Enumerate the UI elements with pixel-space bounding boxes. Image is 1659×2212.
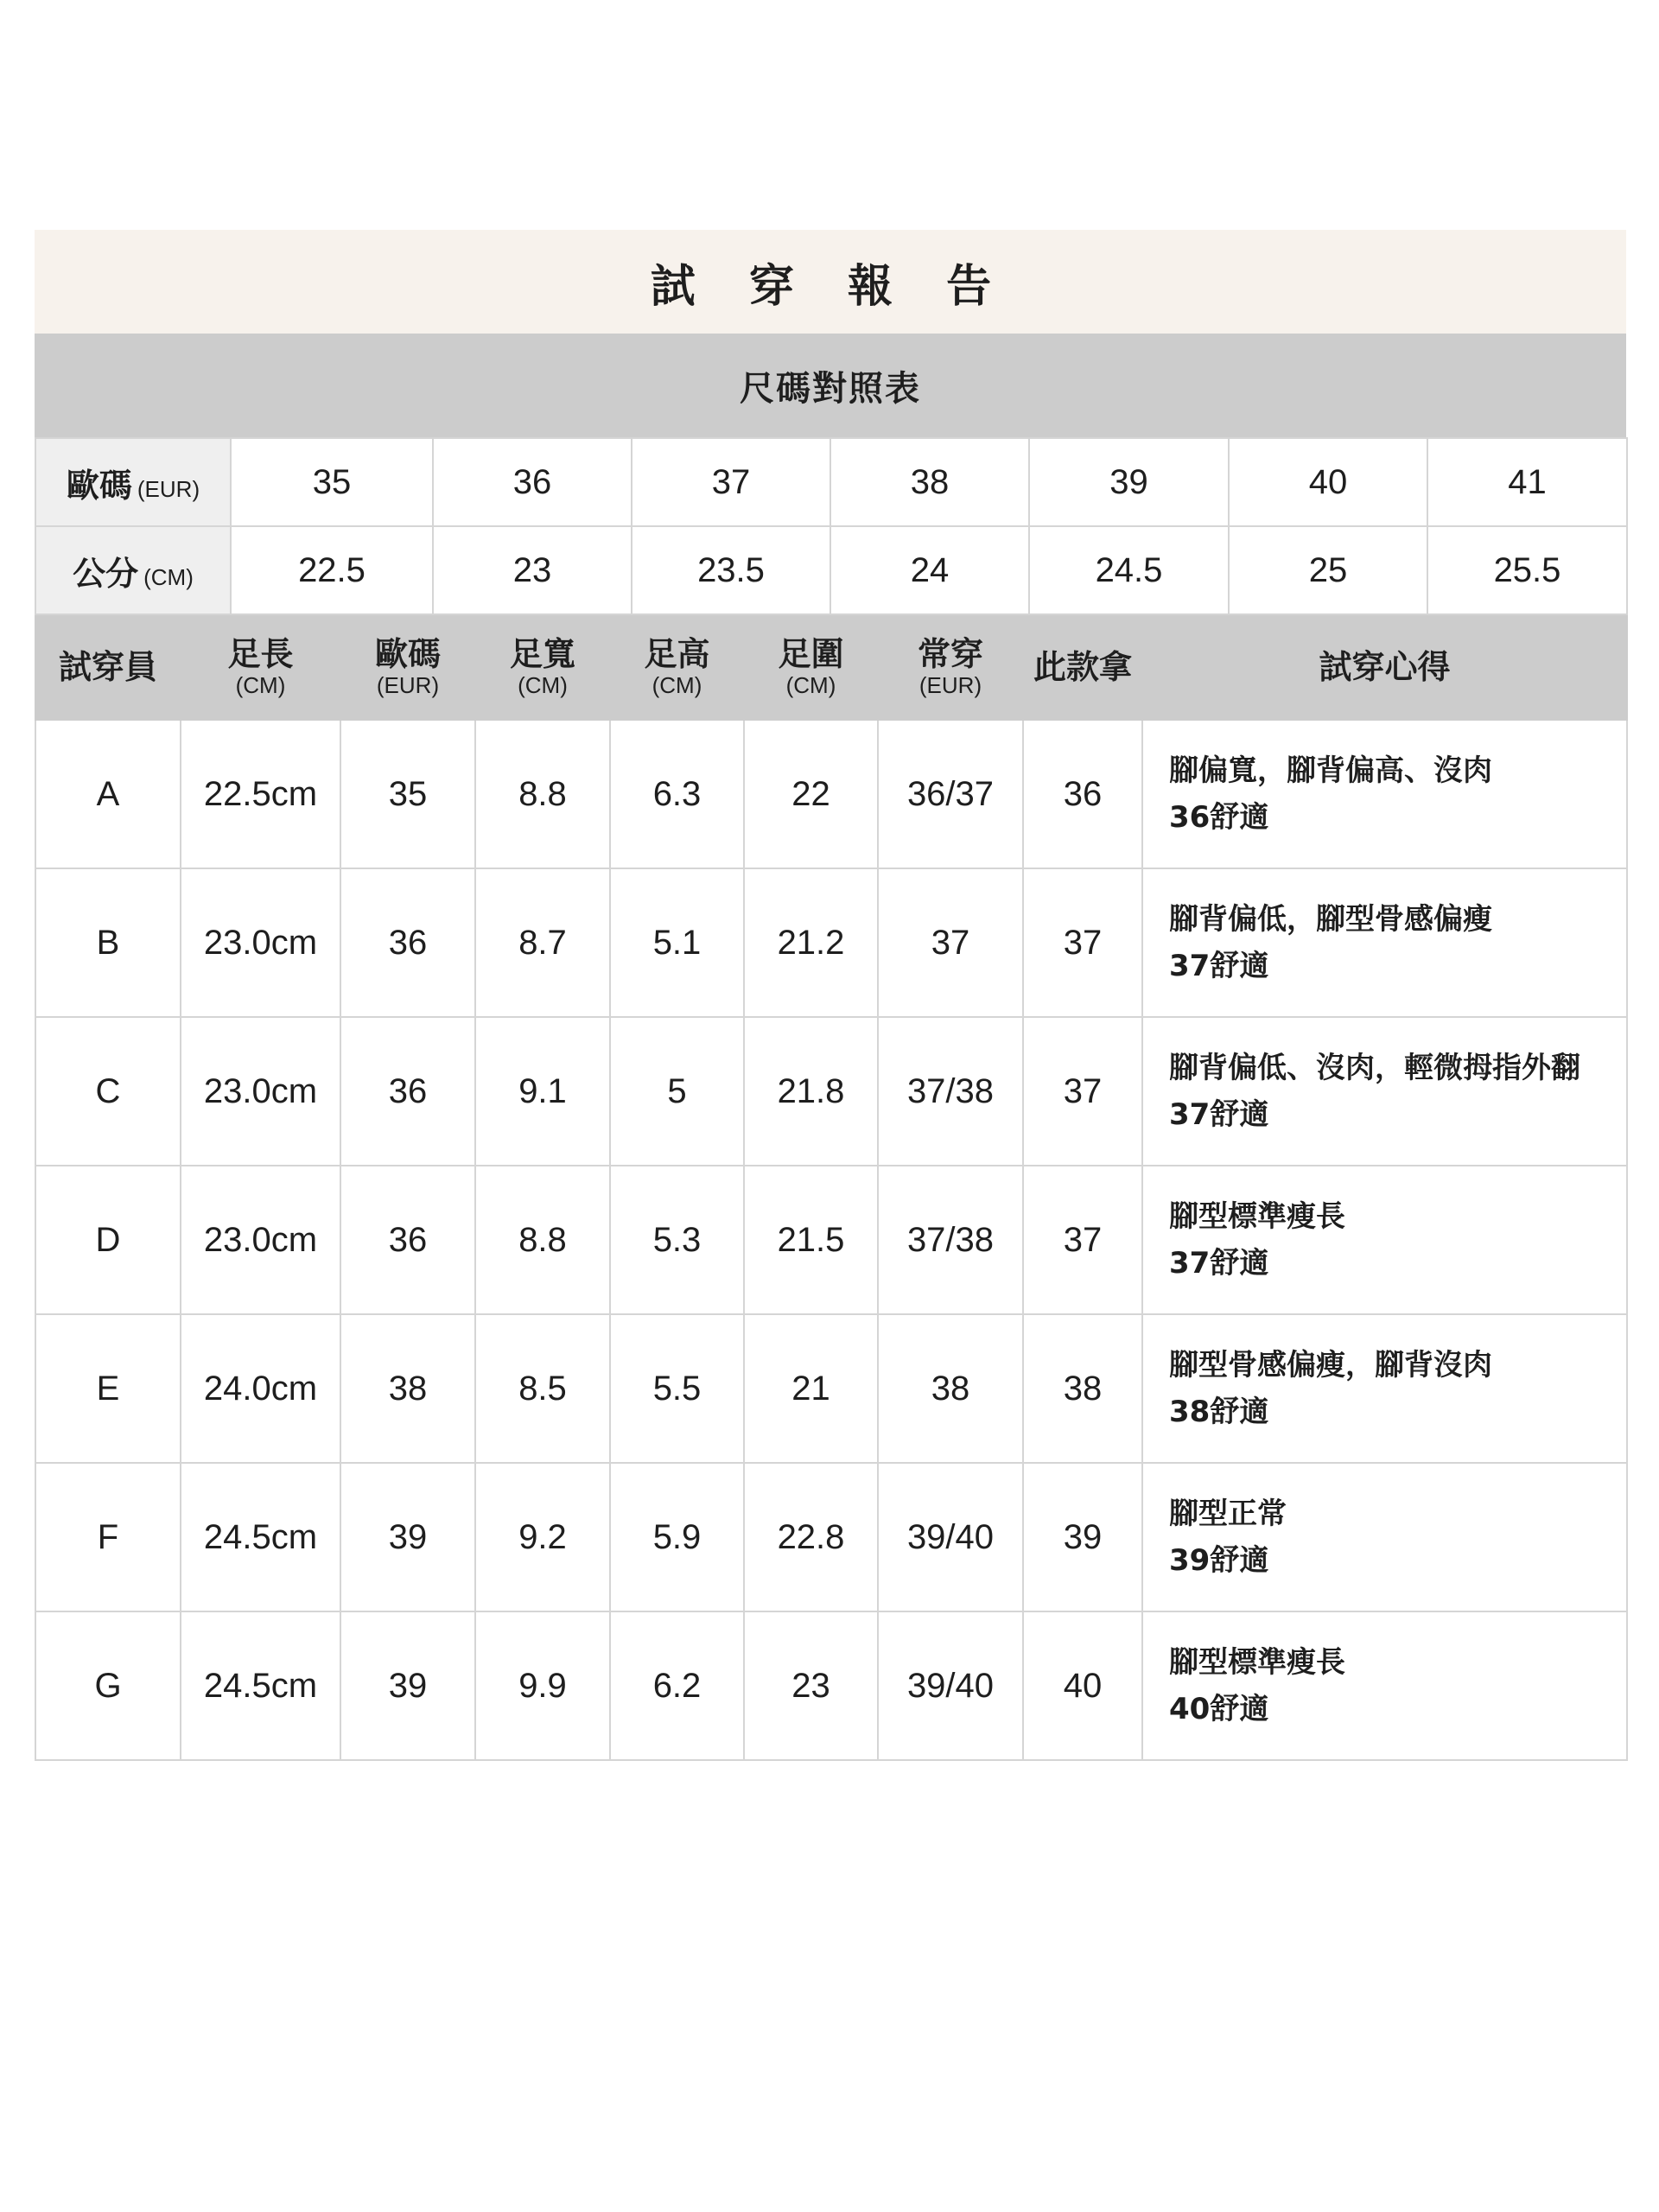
cm-size-cell: 24 xyxy=(830,526,1029,614)
cm-size-cell: 25.5 xyxy=(1427,526,1627,614)
foot-length-cell: 24.0cm xyxy=(181,1314,340,1463)
table-row xyxy=(35,1611,1627,1760)
header-foot-length: 足長 (CM) xyxy=(181,616,340,720)
chosen-size-cell: 36 xyxy=(1023,720,1142,868)
eur-size-cell: 36 xyxy=(433,438,632,526)
foot-width-cell: 8.5 xyxy=(475,1314,610,1463)
foot-height-cell: 5 xyxy=(610,1017,744,1166)
foot-length-cell: 23.0cm xyxy=(181,868,340,1017)
tester-cell: F xyxy=(35,1463,181,1611)
foot-girth-cell: 22 xyxy=(744,720,878,868)
tester-cell: E xyxy=(35,1314,181,1463)
usual-size-cell: 36/37 xyxy=(878,720,1023,868)
eur-size-cell: 37 xyxy=(632,438,830,526)
chosen-size-cell: 39 xyxy=(1023,1463,1142,1611)
size-chart-title: 尺碼對照表 xyxy=(35,334,1626,437)
header-fit-notes: 試穿心得 xyxy=(1142,616,1627,720)
chosen-size-cell: 37 xyxy=(1023,1166,1142,1314)
header-foot-width: 足寬 (CM) xyxy=(475,616,610,720)
foot-width-cell: 8.7 xyxy=(475,868,610,1017)
chosen-size-cell: 38 xyxy=(1023,1314,1142,1463)
foot-length-cell: 24.5cm xyxy=(181,1611,340,1760)
header-foot-height: 足高 (CM) xyxy=(610,616,744,720)
usual-size-cell: 38 xyxy=(878,1314,1023,1463)
eur-size-cell: 41 xyxy=(1427,438,1627,526)
table-row xyxy=(35,720,1627,868)
cm-size-cell: 23 xyxy=(433,526,632,614)
eur-size-cell: 38 xyxy=(340,1314,475,1463)
foot-width-cell: 9.9 xyxy=(475,1611,610,1760)
cm-size-cell: 24.5 xyxy=(1029,526,1229,614)
table-row xyxy=(35,1166,1627,1314)
cm-size-cell: 22.5 xyxy=(231,526,433,614)
eur-size-cell: 35 xyxy=(340,720,475,868)
usual-size-cell: 39/40 xyxy=(878,1463,1023,1611)
foot-length-cell: 23.0cm xyxy=(181,1166,340,1314)
header-usual-size: 常穿 (EUR) xyxy=(878,616,1023,720)
fit-header-row xyxy=(35,616,1627,720)
size-conversion-table xyxy=(35,437,1628,615)
foot-height-cell: 6.2 xyxy=(610,1611,744,1760)
foot-girth-cell: 21 xyxy=(744,1314,878,1463)
foot-width-cell: 9.2 xyxy=(475,1463,610,1611)
fit-notes-cell: 腳型正常 39舒適 xyxy=(1142,1463,1627,1611)
foot-width-cell: 9.1 xyxy=(475,1017,610,1166)
usual-size-cell: 37 xyxy=(878,868,1023,1017)
foot-width-cell: 8.8 xyxy=(475,720,610,868)
usual-size-cell: 37/38 xyxy=(878,1017,1023,1166)
header-foot-girth: 足圍 (CM) xyxy=(744,616,878,720)
eur-size-cell: 36 xyxy=(340,1166,475,1314)
chosen-size-cell: 37 xyxy=(1023,1017,1142,1166)
fit-notes-cell: 腳偏寬，腳背偏高、沒肉 36舒適 xyxy=(1142,720,1627,868)
usual-size-cell: 37/38 xyxy=(878,1166,1023,1314)
tester-cell: D xyxy=(35,1166,181,1314)
eur-size-cell: 36 xyxy=(340,868,475,1017)
eur-size-row xyxy=(35,438,1627,526)
report-title: 試 穿 報 告 xyxy=(35,230,1626,334)
fit-notes-cell: 腳型標準瘦長 37舒適 xyxy=(1142,1166,1627,1314)
foot-height-cell: 5.3 xyxy=(610,1166,744,1314)
tester-cell: B xyxy=(35,868,181,1017)
fit-notes-cell: 腳背偏低、沒肉，輕微拇指外翻 37舒適 xyxy=(1142,1017,1627,1166)
eur-size-cell: 36 xyxy=(340,1017,475,1166)
eur-size-cell: 39 xyxy=(340,1463,475,1611)
eur-size-cell: 38 xyxy=(830,438,1029,526)
tester-cell: A xyxy=(35,720,181,868)
fit-notes-cell: 腳型骨感偏瘦，腳背沒肉 38舒適 xyxy=(1142,1314,1627,1463)
fit-report-sheet xyxy=(35,230,1626,1761)
chosen-size-cell: 37 xyxy=(1023,868,1142,1017)
usual-size-cell: 39/40 xyxy=(878,1611,1023,1760)
header-eur-size: 歐碼 (EUR) xyxy=(340,616,475,720)
cm-row-label: 公分 (CM) xyxy=(35,526,231,614)
fit-notes-cell: 腳背偏低，腳型骨感偏瘦 37舒適 xyxy=(1142,868,1627,1017)
fit-notes-cell: 腳型標準瘦長 40舒適 xyxy=(1142,1611,1627,1760)
cm-size-row xyxy=(35,526,1627,614)
foot-girth-cell: 21.5 xyxy=(744,1166,878,1314)
foot-height-cell: 5.1 xyxy=(610,868,744,1017)
cm-size-cell: 23.5 xyxy=(632,526,830,614)
table-row xyxy=(35,1314,1627,1463)
tester-cell: C xyxy=(35,1017,181,1166)
header-tester: 試穿員 xyxy=(35,616,181,720)
foot-girth-cell: 23 xyxy=(744,1611,878,1760)
foot-length-cell: 23.0cm xyxy=(181,1017,340,1166)
chosen-size-cell: 40 xyxy=(1023,1611,1142,1760)
foot-girth-cell: 21.2 xyxy=(744,868,878,1017)
foot-height-cell: 5.9 xyxy=(610,1463,744,1611)
tester-cell: G xyxy=(35,1611,181,1760)
eur-size-cell: 35 xyxy=(231,438,433,526)
foot-girth-cell: 21.8 xyxy=(744,1017,878,1166)
foot-width-cell: 8.8 xyxy=(475,1166,610,1314)
table-row xyxy=(35,868,1627,1017)
fit-report-table xyxy=(35,615,1628,1761)
table-row xyxy=(35,1463,1627,1611)
eur-size-cell: 40 xyxy=(1229,438,1427,526)
foot-length-cell: 22.5cm xyxy=(181,720,340,868)
cm-size-cell: 25 xyxy=(1229,526,1427,614)
foot-length-cell: 24.5cm xyxy=(181,1463,340,1611)
foot-height-cell: 6.3 xyxy=(610,720,744,868)
eur-size-cell: 39 xyxy=(340,1611,475,1760)
eur-size-cell: 39 xyxy=(1029,438,1229,526)
foot-girth-cell: 22.8 xyxy=(744,1463,878,1611)
table-row xyxy=(35,1017,1627,1166)
eur-row-label: 歐碼 (EUR) xyxy=(35,438,231,526)
header-chosen-size: 此款拿 xyxy=(1023,616,1142,720)
foot-height-cell: 5.5 xyxy=(610,1314,744,1463)
